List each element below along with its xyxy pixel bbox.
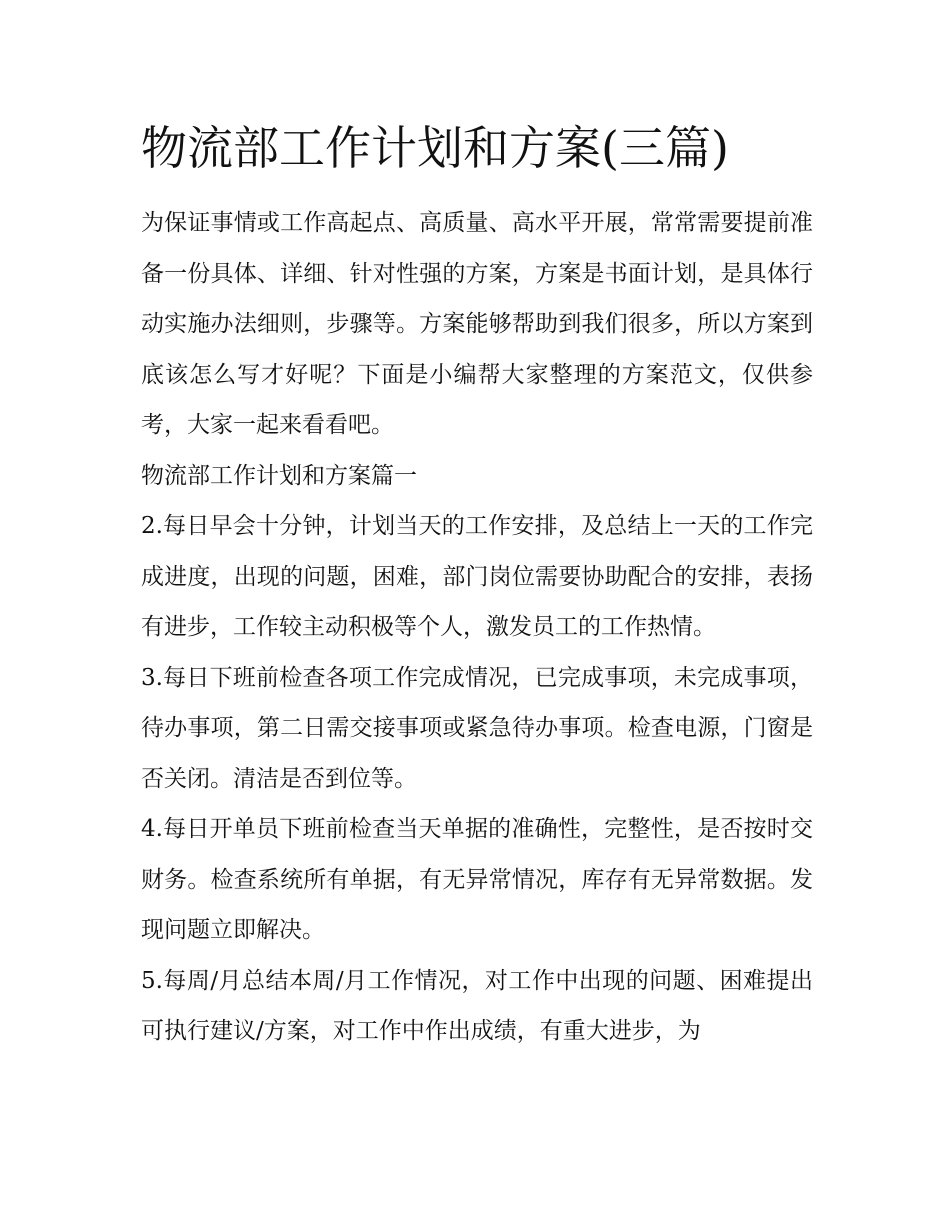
item-paragraph-3: 3.每日下班前检查各项工作完成情况，已完成事项，未完成事项，待办事项，第二日需交接事项或紧急待办事项。检查电源，门窗是否关闭。清洁是否到位等。 (141, 664, 813, 792)
item-paragraph-2: 2.每日早会十分钟，计划当天的工作安排，及总结上一天的工作完成进度，出现的问题，困难，部门岗位需要协助配合的安排，表扬有进步，工作较主动积极等个人，激发员工的工作热情。 (141, 513, 813, 640)
document-page (141, 112, 813, 1057)
item-paragraph-5: 5.每周/月总结本周/月工作情况，对工作中出现的问题、困难提出可执行建议/方案，对工作中作出成绩，有重大进步，为 (141, 967, 813, 1044)
document-body (141, 198, 813, 1057)
item-paragraph-4: 4.每日开单员下班前检查当天单据的准确性，完整性，是否按时交财务。检查系统所有单据，有无异常情况，库存有无异常数据。发现问题立即解决。 (141, 816, 813, 943)
intro-paragraph: 为保证事情或工作高起点、高质量、高水平开展，常常需要提前准备一份具体、详细、针对性强的方案，方案是书面计划，是具体行动实施办法细则，步骤等。方案能够帮助到我们很多，所以方案到底该怎么写才好呢？下面是小编帮大家整理的方案范文，仅供参考，大家一起来看看吧。 (141, 210, 813, 438)
section-heading: 物流部工作计划和方案篇一 (141, 462, 417, 489)
document-title: 物流部工作计划和方案(三篇) (141, 121, 729, 175)
